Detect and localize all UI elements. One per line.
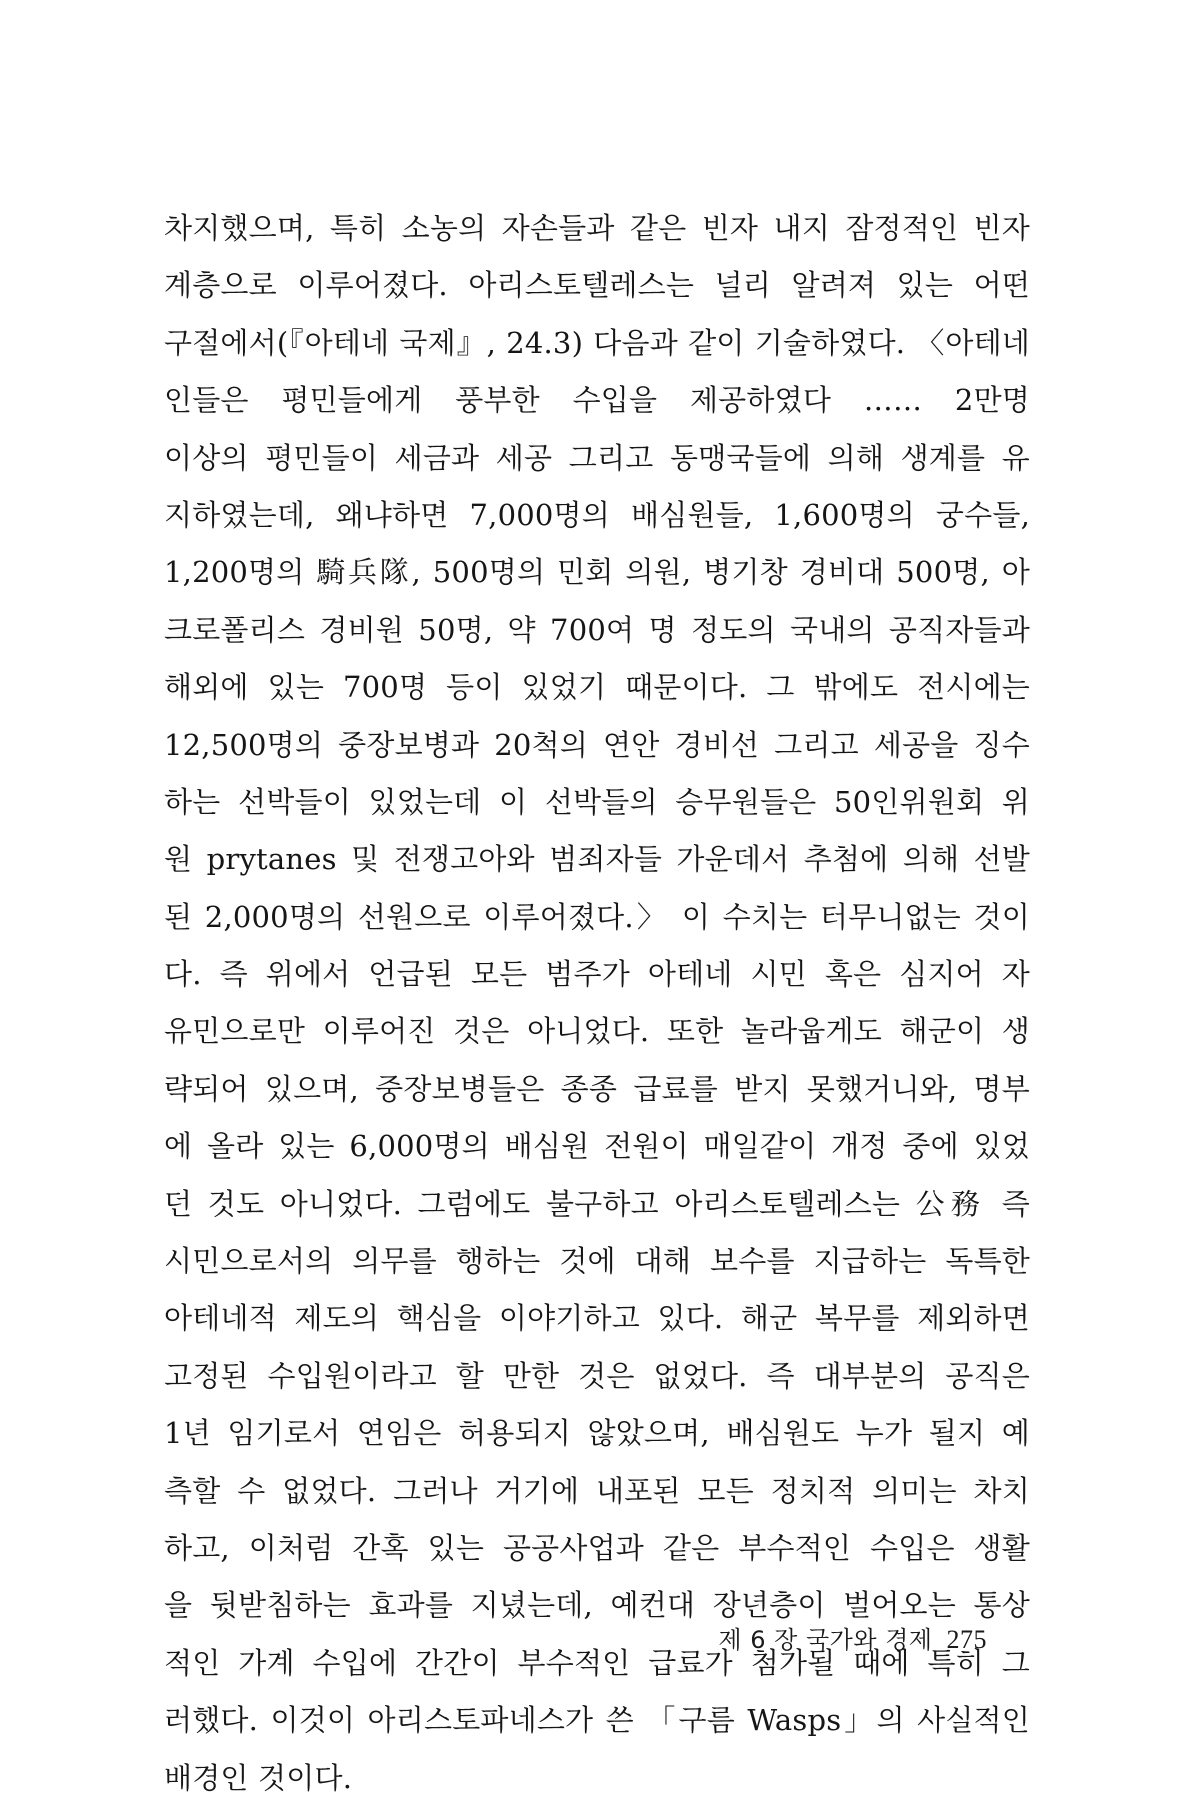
text-line: 차지했으며, 특히 소농의 자손들과 같은 빈자 내지 잠정적인 빈자 <box>164 211 1030 245</box>
text-line: 시민으로서의 의무를 행하는 것에 대해 보수를 지급하는 독특한 <box>164 1244 1030 1279</box>
page-footer <box>718 1620 987 1655</box>
text-line: 지하였는데, 왜냐하면 7,000명의 배심원들, 1,600명의 궁수들, <box>164 497 1030 532</box>
text-line: 적인 가계 수입에 간간이 부수적인 급료가 첨가될 때에 특히 그 <box>164 1645 1030 1680</box>
text-line: 러했다. 이것이 아리스토파네스가 쓴 「구름 Wasps」의 사실적인 <box>164 1703 1030 1738</box>
text-line: 인들은 평민들에게 풍부한 수입을 제공하였다 …… 2만명 <box>164 383 1030 418</box>
text-line: 유민으로만 이루어진 것은 아니었다. 또한 놀라웁게도 해군이 생 <box>164 1014 1030 1049</box>
text-line: 하고, 이처럼 간혹 있는 공공사업과 같은 부수적인 수입은 생활 <box>164 1530 1030 1565</box>
text-line: 12,500명의 중장보병과 20척의 연안 경비선 그리고 세공을 징수 <box>164 727 1030 762</box>
text-line: 이상의 평민들이 세금과 세공 그리고 동맹국들에 의해 생계를 유 <box>164 440 1030 475</box>
page-number: 275 <box>946 1625 987 1654</box>
text-line: 측할 수 없었다. 그러나 거기에 내포된 모든 정치적 의미는 차치 <box>164 1473 1030 1508</box>
text-line: 하는 선박들이 있었는데 이 선박들의 승무원들은 50인위원회 위 <box>164 784 1030 819</box>
text-line: 던 것도 아니었다. 그럼에도 불구하고 아리스토텔레스는 公務 즉 <box>164 1186 1030 1221</box>
text-line: 략되어 있으며, 중장보병들은 종종 급료를 받지 못했거니와, 명부 <box>164 1071 1030 1106</box>
text-line-last: 배경인 것이다. <box>164 1760 353 1795</box>
text-line: 다. 즉 위에서 언급된 모든 범주가 아테네 시민 혹은 심지어 자 <box>164 957 1030 992</box>
text-line: 된 2,000명의 선원으로 이루어졌다.〉 이 수치는 터무니없는 것이 <box>164 899 1030 934</box>
text-line: 해외에 있는 700명 등이 있었기 때문이다. 그 밖에도 전시에는 <box>164 670 1030 705</box>
text-line: 고정된 수입원이라고 할 만한 것은 없었다. 즉 대부분의 공직은 <box>164 1358 1030 1393</box>
text-line: 구절에서(『아테네 국제』, 24.3) 다음과 같이 기술하였다. 〈아테네 <box>164 325 1030 360</box>
text-line: 1,200명의 騎兵隊, 500명의 민회 의원, 병기창 경비대 500명, 아 <box>164 555 1030 590</box>
text-line: 아테네적 제도의 핵심을 이야기하고 있다. 해군 복무를 제외하면 <box>164 1301 1030 1336</box>
text-line: 원 prytanes 및 전쟁고아와 범죄자들 가운데서 추첨에 의해 선발 <box>164 842 1030 877</box>
text-line: 에 올라 있는 6,000명의 배심원 전원이 매일같이 개정 중에 있었 <box>164 1129 1030 1164</box>
text-line: 1년 임기로서 연임은 허용되지 않았으며, 배심원도 누가 될지 예 <box>164 1416 1030 1451</box>
text-line: 을 뒷받침하는 효과를 지녔는데, 예컨대 장년층이 벌어오는 통상 <box>164 1588 1030 1623</box>
body-text <box>164 200 1030 1807</box>
chapter-title: 제 6 장 국가와 경제 <box>718 1626 933 1654</box>
text-line: 계층으로 이루어졌다. 아리스토텔레스는 널리 알려져 있는 어떤 <box>164 268 1030 303</box>
text-line: 크로폴리스 경비원 50명, 약 700여 명 정도의 국내의 공직자들과 <box>164 612 1030 647</box>
